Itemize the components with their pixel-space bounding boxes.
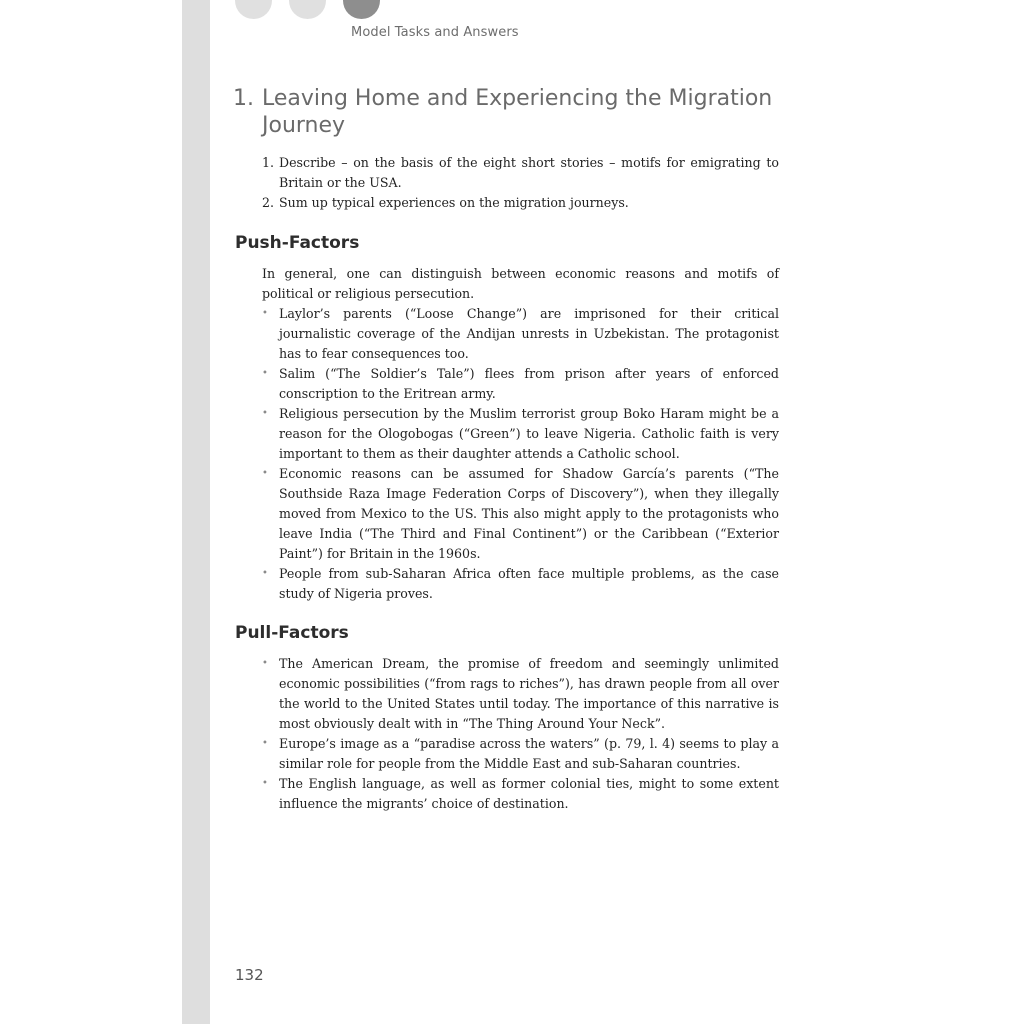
bullet-text: Religious persecution by the Muslim terrorist group Boko Haram might be a reason for the Ologobogas (“Green”) to leave Nigeria. Catholic faith is very important to them as their daughter attends a Catholic school. [279,406,779,461]
pull-factors-list [233,654,779,814]
bullet-icon: • [262,308,268,319]
margin-strip [182,0,210,1024]
bullet-text: Laylor’s parents (“Loose Change”) are imprisoned for their critical journalistic coverage of the Andijan unrests in Uzbekistan. The protagonist has to fear consequences too. [279,306,779,361]
bullet-text: Economic reasons can be assumed for Shadow García’s parents (“The Southside Raza Image Federation Corps of Discovery”), when they illegally moved from Mexico to the US. This also might apply to the protagonists who leave India (“The Third and Final Continent”) or the Caribbean (“Exterior Paint”) for Britain in the 1960s. [279,466,779,561]
bullet-text: Europe’s image as a “paradise across the waters” (p. 79, l. 4) seems to play a similar role for people from the Middle East and sub-Saharan countries. [279,736,779,771]
bullet-icon: • [262,778,268,789]
task-number: 1. [262,155,275,170]
bullet-text: The English language, as well as former colonial ties, might to some extent influence the migrants’ choice of destination. [279,776,779,811]
page-content [233,85,779,814]
push-factors-heading: Push-Factors [235,233,360,253]
list-item [262,774,779,814]
pull-factors-section [233,622,779,814]
bullet-text: Salim (“The Soldier’s Tale”) flees from prison after years of enforced conscription to the Eritrean army. [279,366,779,401]
bullet-icon: • [262,468,268,479]
task-number: 2. [262,195,275,210]
page-number: 132 [235,966,264,984]
list-item [262,654,779,734]
task-item [262,153,779,193]
bullet-icon: • [262,368,268,379]
task-text: Describe – on the basis of the eight short stories – motifs for emigrating to Britain or the USA. [279,155,779,190]
push-factors-section [233,232,779,604]
chapter-title [233,85,779,139]
running-head: Model Tasks and Answers [351,25,519,40]
push-factors-intro: In general, one can distinguish between economic reasons and motifs of political or religious persecution. [262,266,779,301]
task-text: Sum up typical experiences on the migration journeys. [279,195,629,210]
bullet-icon: • [262,568,268,579]
bullet-text: People from sub-Saharan Africa often face multiple problems, as the case study of Nigeria proves. [279,566,779,601]
push-factors-list [233,304,779,604]
task-item [262,193,779,213]
list-item [262,464,779,564]
chapter-title-text: Leaving Home and Experiencing the Migration Journey [262,86,773,138]
bullet-icon: • [262,408,268,419]
pull-factors-heading: Pull-Factors [235,623,349,643]
list-item [262,304,779,364]
decorative-dot-3 [343,0,380,19]
chapter-number: 1. [233,86,254,111]
decorative-dot-2 [289,0,326,19]
list-item [262,404,779,464]
bullet-icon: • [262,658,268,669]
task-list [233,153,779,213]
list-item [262,564,779,604]
bullet-icon: • [262,738,268,749]
list-item [262,734,779,774]
decorative-dot-1 [235,0,272,19]
bullet-text: The American Dream, the promise of freedom and seemingly unlimited economic possibilities (“from rags to riches”), has drawn people from all over the world to the United States until today. The importance of this narrative is most obviously dealt with in “The Thing Around Your Neck”. [279,656,779,731]
list-item [262,364,779,404]
